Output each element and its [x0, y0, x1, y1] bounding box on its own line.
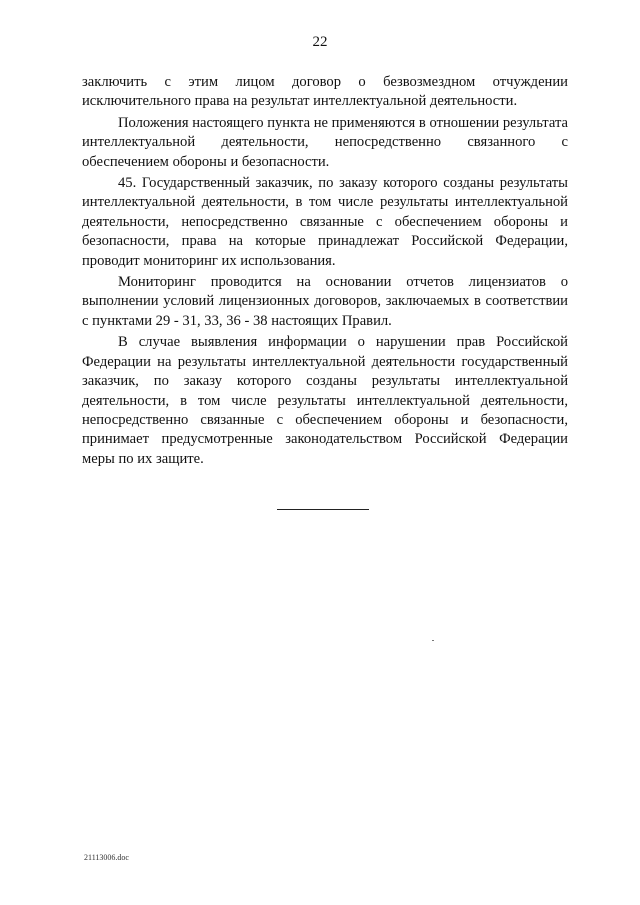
end-of-text-divider	[277, 509, 369, 510]
document-body	[82, 73, 568, 471]
page-number: 22	[312, 34, 328, 50]
paragraph-exception: Положения настоящего пункта не применяются в отношении результата интеллектуальной деятельности, непосредственно связанного с обеспечением обороны и безопасности.	[82, 114, 568, 170]
paragraph-continuation: заключить с этим лицом договор о безвозмездном отчуждении исключительного права на результат интеллектуальной деятельности.	[82, 74, 568, 110]
paragraph-item-45: 45. Государственный заказчик, по заказу которого созданы результаты интеллектуальной деятельности, в том числе результаты интеллектуальной деятельности, непосредственно связанные с обеспечением обороны и безопасности, права на которые принадлежат Российской Федерации, проводит мониторинг их использования.	[82, 175, 568, 269]
paragraph-violation: В случае выявления информации о нарушении прав Российской Федерации на результаты интеллектуальной деятельности государственный заказчик, по заказу которого созданы результаты интеллектуальной деятельности, в том числе результаты интеллектуальной деятельности, непосредственно связанные с обеспечением обороны и безопасности, принимает предусмотренные законодательством Российской Федерации меры по их защите.	[82, 334, 568, 467]
scan-speck	[432, 640, 434, 641]
footer-file-name: 21113006.doc	[84, 853, 129, 862]
paragraph-monitoring: Мониторинг проводится на основании отчетов лицензиатов о выполнении условий лицензионных договоров, заключаемых в соответствии с пунктами 29 - 31, 33, 36 - 38 настоящих Правил.	[82, 274, 568, 329]
